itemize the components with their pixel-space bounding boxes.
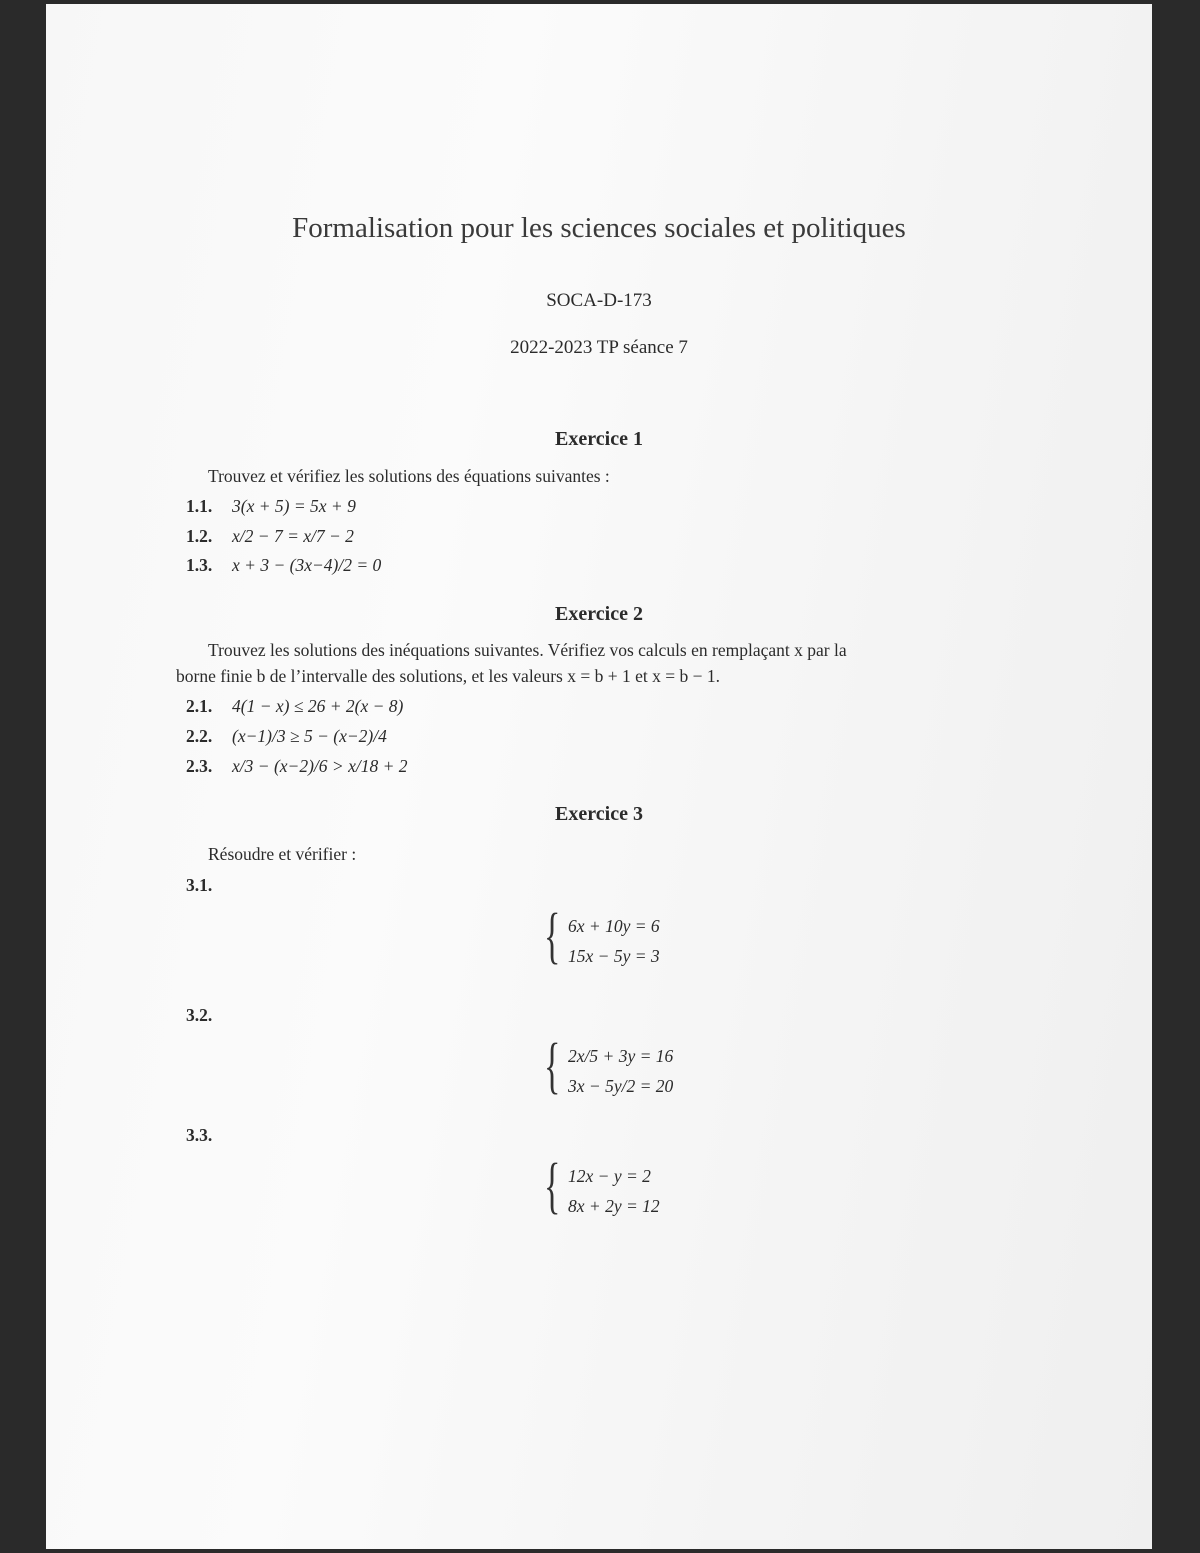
item-expression: 4(1 − x) ≤ 26 + 2(x − 8) <box>232 696 404 716</box>
equation-system <box>544 902 744 973</box>
course-code: SOCA-D-173 <box>546 290 652 311</box>
item-expression: 3(x + 5) = 5x + 9 <box>232 496 356 516</box>
exercise-item <box>186 555 381 576</box>
session-label: 2022-2023 TP séance 7 <box>510 337 688 358</box>
system-number: 3.3. <box>186 1125 213 1145</box>
item-expression: (x−1)/3 ≥ 5 − (x−2)/4 <box>232 726 387 746</box>
exercise-1-intro: Trouvez et vérifiez les solutions des équations suivantes : <box>208 466 610 486</box>
exercise-3-intro: Résoudre et vérifier : <box>208 844 357 864</box>
system-number: 3.2. <box>186 1005 213 1025</box>
exercise-3-title: Exercice 3 <box>555 803 643 825</box>
system-equation-2: 8x + 2y = 12 <box>568 1196 660 1216</box>
left-brace-icon: { <box>544 902 561 970</box>
item-number: 2.1. <box>186 696 213 716</box>
system-equation-1: 12x − y = 2 <box>568 1166 651 1186</box>
item-expression: x + 3 − (3x−4)/2 = 0 <box>232 555 382 575</box>
item-number: 1.1. <box>186 496 213 516</box>
system-equation-2: 3x − 5y/2 = 20 <box>568 1076 674 1096</box>
item-expression: x/3 − (x−2)/6 > x/18 + 2 <box>232 756 408 776</box>
system-equation-1: 6x + 10y = 6 <box>568 916 660 936</box>
item-expression: x/2 − 7 = x/7 − 2 <box>232 526 354 546</box>
exercise-item <box>186 696 403 717</box>
exercise-item <box>186 756 408 777</box>
system-equation-2: 15x − 5y = 3 <box>568 946 660 966</box>
left-brace-icon: { <box>544 1032 561 1100</box>
system-equation-1: 2x/5 + 3y = 16 <box>568 1046 674 1066</box>
system-number: 3.1. <box>186 875 213 895</box>
left-brace-icon: { <box>544 1152 561 1220</box>
exercise-item <box>186 526 354 547</box>
exercise-item <box>186 496 356 517</box>
item-number: 2.3. <box>186 756 213 776</box>
document-page <box>46 4 1152 1549</box>
item-number: 2.2. <box>186 726 213 746</box>
item-number: 1.3. <box>186 555 213 575</box>
equation-system <box>544 1032 744 1103</box>
item-number: 1.2. <box>186 526 213 546</box>
equation-system <box>544 1152 744 1223</box>
exercise-2-intro-line1: Trouvez les solutions des inéquations suivantes. Vérifiez vos calculs en remplaçant x par la <box>208 640 847 660</box>
exercise-2-intro-line2: borne finie b de l’intervalle des solutions, et les valeurs x = b + 1 et x = b − 1. <box>176 666 720 686</box>
exercise-1-title: Exercice 1 <box>555 428 643 450</box>
document-title: Formalisation pour les sciences sociales et politiques <box>292 212 906 244</box>
exercise-item <box>186 726 387 747</box>
exercise-2-title: Exercice 2 <box>555 603 643 625</box>
